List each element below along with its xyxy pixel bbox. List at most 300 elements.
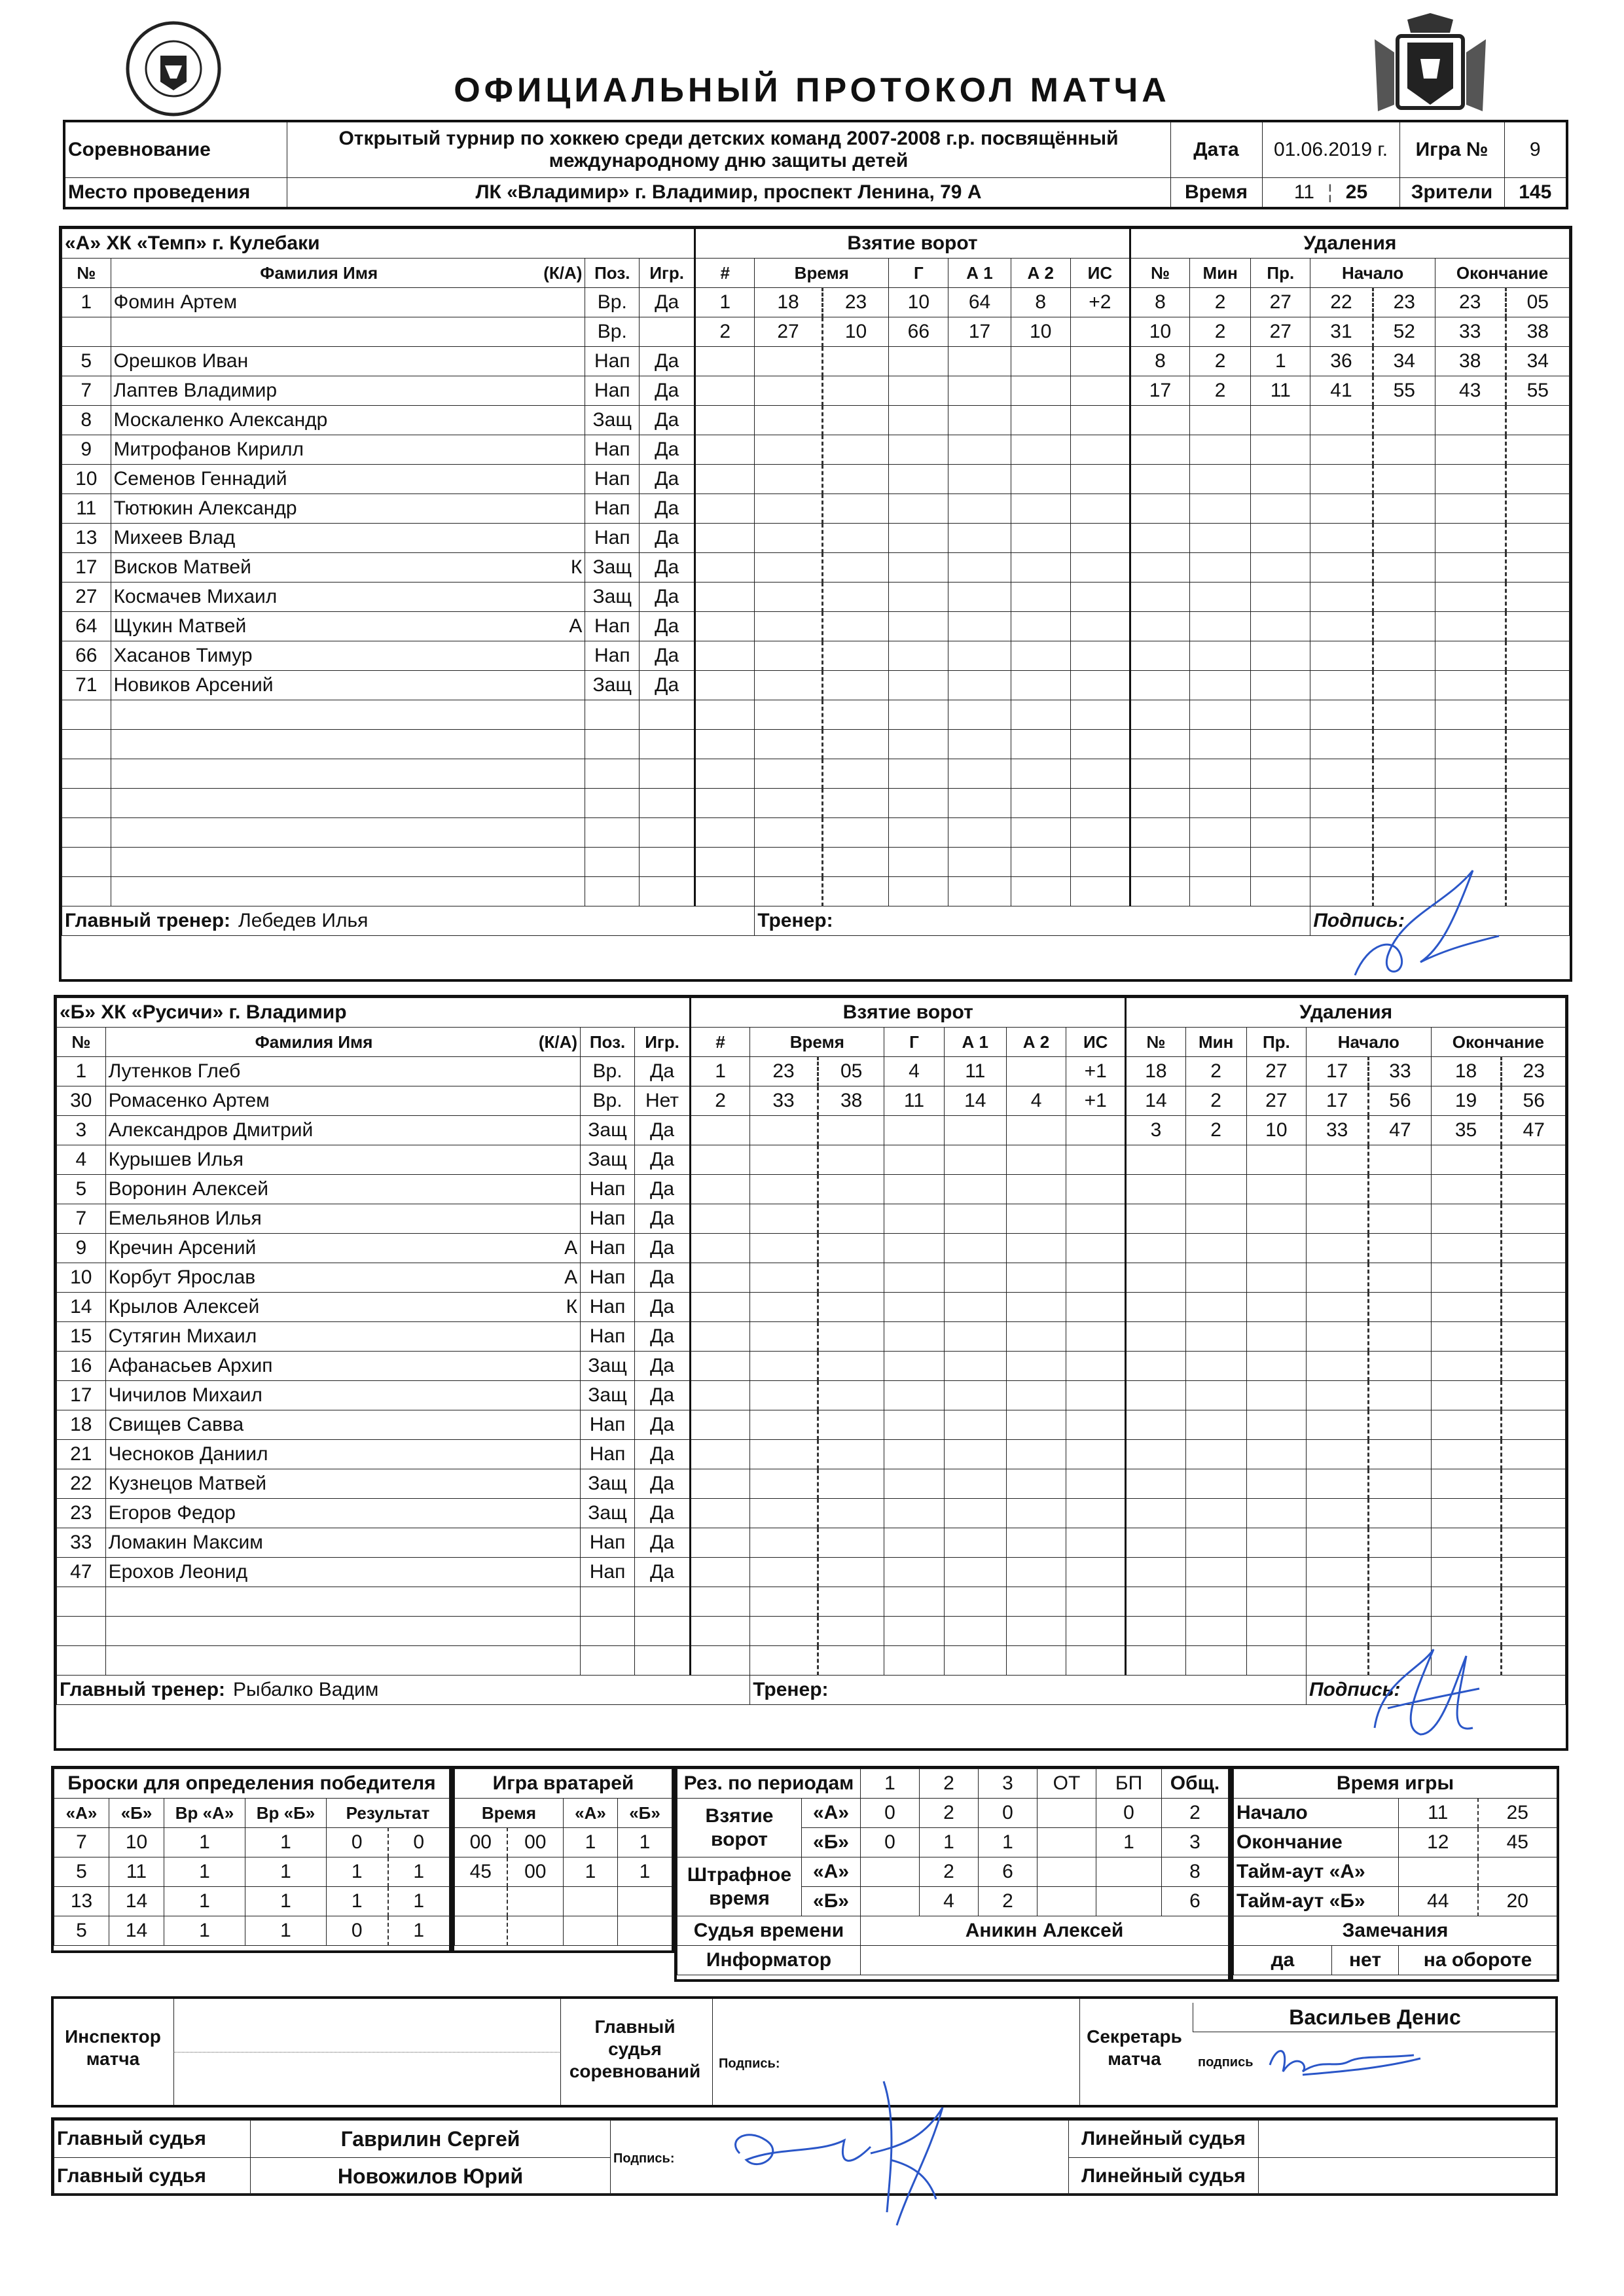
shootout-goalie-b: 1 [245,1887,327,1916]
chief-judge-label [560,2016,710,2083]
player-position [581,1617,635,1646]
pen-end-sec [1502,1263,1566,1293]
teamA-coach-label: Главный тренер: [65,910,231,931]
goal-assist2 [1011,641,1070,671]
pen-num: 3 [1126,1116,1185,1145]
player-played: Да [640,612,695,641]
player-name: Ромасенко Артем [105,1086,522,1116]
pen-a-p2: 2 [920,1857,979,1887]
goal-min [755,435,823,465]
goal-num [691,1234,750,1263]
linesman2-name[interactable] [1259,2158,1556,2195]
goals-b-total: 3 [1162,1828,1229,1857]
table-row [54,1828,450,1857]
table-row [54,1887,450,1916]
pen-start-sec [1373,700,1435,730]
player-played: Да [640,347,695,376]
shootout-result-a: 1 [327,1887,388,1916]
shootout-a: 13 [54,1887,109,1916]
teamA-trainer-label: Тренер: [757,910,833,931]
teamA-col-pen-min: Мин [1190,259,1251,288]
goal-num [695,553,755,583]
player-name: Свищев Савва [105,1410,522,1440]
pen-end-sec: 55 [1506,376,1569,406]
pen-start-min [1306,1587,1368,1617]
pen-reason [1246,1352,1306,1381]
pen-start-sec [1369,1293,1431,1322]
remarks-yes[interactable]: да [1234,1946,1332,1975]
pen-b-bp [1096,1887,1162,1916]
goal-num [691,1204,750,1234]
goal-min [755,700,823,730]
goal-assist2 [1006,1410,1066,1440]
pen-start-sec [1369,1381,1431,1410]
goal-sec: 10 [822,317,888,347]
ref2-label: Главный судья [54,2158,251,2195]
goal-scorer [884,1263,944,1293]
pen-end-min [1435,730,1506,759]
pen-min [1190,524,1251,553]
table-row [57,1263,1566,1293]
goal-assist2 [1006,1528,1066,1558]
pen-start-sec [1373,494,1435,524]
player-ka [527,347,585,376]
player-played: Да [640,553,695,583]
period-col-3: 3 [979,1769,1038,1799]
goal-plusminus [1066,1175,1126,1204]
player-position: Нап [581,1263,635,1293]
goal-assist1 [948,700,1011,730]
shootout-goalie-b: 1 [245,1828,327,1857]
signature-team-a [1342,864,1506,988]
pen-b-total: 6 [1162,1887,1229,1916]
player-number [62,730,111,759]
pen-start-sec [1369,1558,1431,1587]
player-played: Нет [634,1086,690,1116]
goal-assist1 [944,1617,1006,1646]
goal-plusminus [1066,1499,1126,1528]
goal-assist2 [1006,1116,1066,1145]
page-title: ОФИЦИАЛЬНЫЙ ПРОТОКОЛ МАТЧА [454,71,1170,109]
pen-num [1130,789,1189,818]
player-number: 16 [57,1352,106,1381]
table-row [57,1145,1566,1175]
goal-assist2 [1011,465,1070,494]
goal-scorer [884,1528,944,1558]
goal-assist2 [1006,1469,1066,1499]
pen-end-min [1435,553,1506,583]
pen-reason [1251,818,1310,848]
pen-start-sec [1373,553,1435,583]
pen-end-sec [1502,1175,1566,1204]
pen-start-sec: 23 [1373,288,1435,317]
teamB-col-ka: (К/А) [522,1028,580,1057]
table-row [62,494,1570,524]
goal-scorer [889,641,948,671]
pen-start-min [1306,1293,1368,1322]
goal-assist1: 64 [948,288,1011,317]
goal-plusminus [1070,848,1130,877]
goal-num [691,1558,750,1587]
player-ka [522,1145,580,1175]
goal-scorer [889,671,948,700]
pen-end-sec [1506,700,1569,730]
pen-min [1190,406,1251,435]
goal-assist1 [944,1381,1006,1410]
pen-end-sec: 34 [1506,347,1569,376]
goal-sec [818,1352,884,1381]
player-position: Защ [585,406,640,435]
pen-end-sec [1502,1204,1566,1234]
pen-reason [1246,1646,1306,1676]
player-played: Да [640,376,695,406]
player-played: Да [634,1528,690,1558]
periods-title: Рез. по периодам [677,1769,861,1799]
goals-a-p1: 0 [861,1799,920,1828]
pen-start-sec [1369,1145,1431,1175]
goal-num [695,877,755,906]
pen-start-sec: 55 [1373,376,1435,406]
shootout-col-b: «Б» [109,1799,164,1828]
goal-min [750,1234,818,1263]
goal-scorer [884,1293,944,1322]
pen-num [1130,759,1189,789]
player-position: Защ [581,1116,635,1145]
player-number: 5 [57,1175,106,1204]
teamA-col-ka: (К/А) [527,259,585,288]
table-row [62,524,1570,553]
player-position: Защ [581,1499,635,1528]
table-row [62,347,1570,376]
goal-scorer [889,494,948,524]
pen-min: 2 [1185,1086,1246,1116]
teamA-col-name: Фамилия Имя [111,259,527,288]
goal-plusminus [1070,465,1130,494]
shootout-b: 14 [109,1916,164,1946]
goal-assist1 [948,730,1011,759]
pen-end-min [1431,1204,1502,1234]
goal-assist1: 17 [948,317,1011,347]
goal-min [755,671,823,700]
goal-plusminus [1070,347,1130,376]
timekeeper-label: Судья времени [677,1916,861,1946]
goal-min [750,1646,818,1676]
player-number: 30 [57,1086,106,1116]
player-name: Михеев Влад [111,524,527,553]
pen-b-p1 [861,1887,920,1916]
goal-num [691,1440,750,1469]
player-played: Да [640,641,695,671]
chief-label-2: судья [608,2039,662,2059]
teamA-goals-header: Взятие ворот [695,229,1130,259]
pen-num [1126,1410,1185,1440]
goalie-b: 1 [618,1857,672,1887]
goal-assist1 [944,1440,1006,1469]
pen-end-min: 43 [1435,376,1506,406]
goal-scorer [889,553,948,583]
goals-a-total: 2 [1162,1799,1229,1828]
goal-scorer [884,1440,944,1469]
goal-assist2 [1011,759,1070,789]
goal-plusminus [1070,435,1130,465]
competition-line-1: Открытый турнир по хоккею среди детских команд 2007-2008 г.р. посвящённый [338,128,1119,149]
pen-min [1185,1175,1246,1204]
goal-assist2 [1006,1322,1066,1352]
goal-min [750,1410,818,1440]
pen-end-sec [1506,759,1569,789]
goal-sec [822,465,888,494]
table-row [57,1057,1566,1086]
pen-start-sec [1373,671,1435,700]
goal-assist2 [1011,494,1070,524]
pen-start-min [1310,818,1373,848]
goal-num [691,1646,750,1676]
player-number: 1 [57,1057,106,1086]
time-value: 11 ¦ 25 [1262,178,1399,209]
goal-plusminus [1066,1558,1126,1587]
pen-start-sec [1373,465,1435,494]
player-number: 33 [57,1528,106,1558]
teamB-col-pen-min: Мин [1185,1028,1246,1057]
goal-min [755,494,823,524]
goal-scorer [884,1499,944,1528]
player-played: Да [640,583,695,612]
table-row [62,612,1570,641]
player-position: Нап [585,524,640,553]
goal-scorer [889,583,948,612]
remarks-no[interactable]: нет [1332,1946,1399,1975]
goal-min [750,1116,818,1145]
player-played: Да [634,1116,690,1145]
player-ka [522,1499,580,1528]
player-name: Космачев Михаил [111,583,527,612]
pen-end-sec [1506,494,1569,524]
goal-assist2 [1011,700,1070,730]
goal-min [750,1499,818,1528]
goal-scorer [884,1234,944,1263]
goal-scorer [884,1204,944,1234]
teamA-col-pen-end: Окончание [1435,259,1569,288]
goal-assist2 [1006,1145,1066,1175]
player-ka [522,1440,580,1469]
remarks-back[interactable]: на обороте [1399,1946,1557,1975]
player-played: Да [634,1204,690,1234]
pen-reason [1246,1175,1306,1204]
end-label: Окончание [1234,1828,1399,1857]
goal-assist1 [948,641,1011,671]
goal-num [691,1587,750,1617]
teamA-col-goal-scorer: Г [889,259,948,288]
goal-scorer [889,435,948,465]
goal-min: 18 [755,288,823,317]
pen-reason [1251,465,1310,494]
pen-end-min: 33 [1435,317,1506,347]
goal-scorer [884,1410,944,1440]
player-position: Защ [581,1469,635,1499]
timeout-b-sec: 20 [1478,1887,1557,1916]
goal-assist2: 4 [1006,1086,1066,1116]
goalies-table [454,1768,672,1946]
goals-a-ot [1038,1799,1096,1828]
pen-end-min [1431,1410,1502,1440]
signature-team-b [1362,1630,1492,1748]
pen-end-min [1431,1175,1502,1204]
goal-sec [818,1293,884,1322]
pen-start-min: 17 [1306,1057,1368,1086]
pen-reason [1251,583,1310,612]
player-name: Кречин Арсений [105,1234,522,1263]
goal-num [691,1175,750,1204]
team-a-table [62,228,1570,936]
goalie-sec [507,1887,564,1916]
goal-plusminus [1070,671,1130,700]
player-played: Да [640,435,695,465]
goal-plusminus [1070,612,1130,641]
teamB-col-num: № [57,1028,106,1057]
pen-end-min [1435,494,1506,524]
shootout-title: Броски для определения победителя [54,1769,450,1799]
table-row [62,671,1570,700]
player-number: 10 [57,1263,106,1293]
goal-sec [822,700,888,730]
player-number: 7 [62,376,111,406]
goal-min [755,612,823,641]
goalie-min [455,1916,507,1946]
player-ka [522,1204,580,1234]
goal-sec [822,435,888,465]
shootout-col-a: «А» [54,1799,109,1828]
table-row [57,1646,1566,1676]
pen-reason: 10 [1246,1116,1306,1145]
goal-min [750,1263,818,1293]
pen-a-p3: 6 [979,1857,1038,1887]
pen-reason [1251,553,1310,583]
goalies-col-time: Время [455,1799,564,1828]
goal-scorer: 10 [889,288,948,317]
pen-start-min [1310,435,1373,465]
pen-end-min [1431,1352,1502,1381]
goal-plusminus [1066,1617,1126,1646]
player-played: Да [634,1558,690,1587]
player-number: 9 [57,1234,106,1263]
shootout-a: 5 [54,1916,109,1946]
goal-num [691,1499,750,1528]
goal-assist2 [1011,347,1070,376]
goal-assist1 [948,347,1011,376]
goal-scorer [889,612,948,641]
timekeeper-name: Аникин Алексей [861,1916,1229,1946]
goal-min [755,406,823,435]
pen-reason [1246,1293,1306,1322]
end-minutes: 45 [1478,1828,1557,1857]
player-position: Защ [585,671,640,700]
goal-min [755,759,823,789]
teamA-col-play: Игр. [640,259,695,288]
goal-sec: 38 [818,1086,884,1116]
player-position: Нап [581,1234,635,1263]
player-played [634,1587,690,1617]
goal-plusminus [1070,759,1130,789]
pen-start-sec [1369,1322,1431,1352]
player-played [640,789,695,818]
goal-sec [822,848,888,877]
time-hours: 11 [1293,181,1314,203]
teamA-col-pen-num: № [1130,259,1189,288]
player-name: Егоров Федор [105,1499,522,1528]
goal-plusminus: +2 [1070,288,1130,317]
pen-end-min [1431,1381,1502,1410]
spectators-label: Зрители [1399,178,1504,209]
goal-assist2 [1006,1646,1066,1676]
table-row [62,789,1570,818]
informer-name [861,1946,1229,1975]
goal-assist1 [944,1234,1006,1263]
pen-start-min [1306,1204,1368,1234]
goal-plusminus [1066,1440,1126,1469]
goal-sec [818,1322,884,1352]
player-number [62,848,111,877]
pen-start-min [1306,1352,1368,1381]
goal-min [750,1204,818,1234]
player-ka [522,1057,580,1086]
pen-reason [1251,612,1310,641]
pen-end-sec [1502,1528,1566,1558]
player-position: Нап [585,376,640,406]
pen-start-sec [1373,818,1435,848]
goal-assist1 [944,1352,1006,1381]
game-value: 9 [1504,121,1567,178]
player-number [57,1587,106,1617]
player-position [585,818,640,848]
player-played [640,877,695,906]
goal-scorer [884,1558,944,1587]
player-ka [527,406,585,435]
goal-min [755,553,823,583]
player-name: Семенов Геннадий [111,465,527,494]
pen-end-sec [1502,1410,1566,1440]
teamA-team-label: «А» ХК «Темп» г. Кулебаки [62,229,695,259]
linesman1-name[interactable] [1259,2121,1556,2158]
player-ka [522,1587,580,1617]
pen-start-min [1310,671,1373,700]
teamA-col-goal-time: Время [755,259,889,288]
table-row [62,376,1570,406]
pen-end-sec [1502,1145,1566,1175]
table-row [57,1204,1566,1234]
pen-start-sec [1369,1263,1431,1293]
pen-min [1190,789,1251,818]
pen-min [1190,583,1251,612]
player-position: Нап [585,465,640,494]
player-name: Курышев Илья [105,1145,522,1175]
player-ka [527,789,585,818]
goal-plusminus [1070,877,1130,906]
goalie-b: 1 [618,1828,672,1857]
table-row [57,1381,1566,1410]
player-ka [527,317,585,347]
spectators-value: 145 [1504,178,1567,209]
timeout-b-min: 44 [1399,1887,1478,1916]
secretary-sign-label: подпись [1198,2055,1254,2070]
player-played [640,759,695,789]
start-hours: 11 [1399,1799,1478,1828]
goal-plusminus [1066,1234,1126,1263]
goal-assist1 [944,1528,1006,1558]
goal-assist1 [944,1499,1006,1528]
player-played: Да [640,288,695,317]
pen-end-sec: 56 [1502,1086,1566,1116]
player-played: Да [634,1352,690,1381]
